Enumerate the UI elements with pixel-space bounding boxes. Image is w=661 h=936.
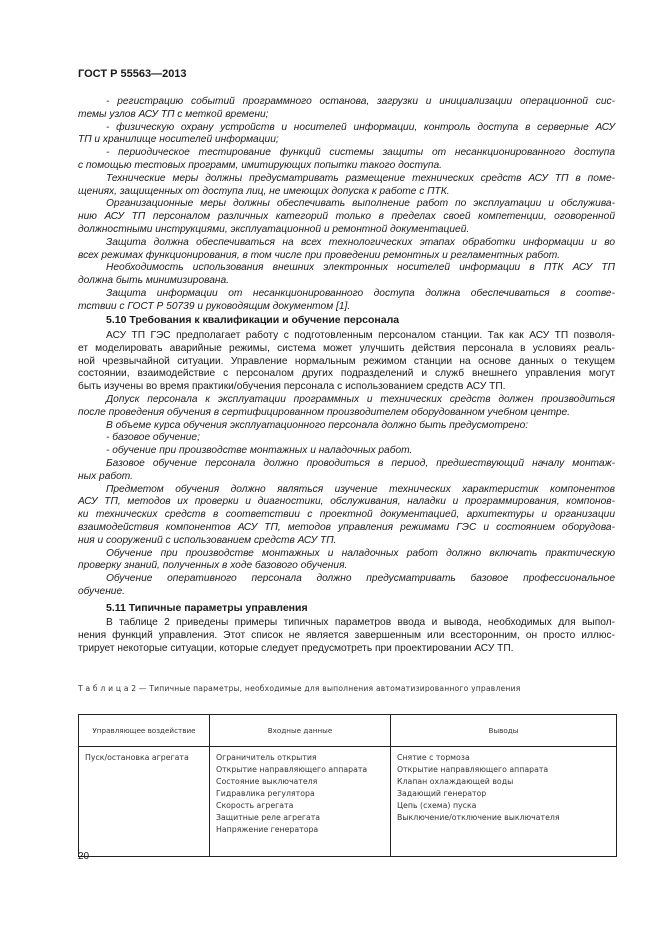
page-number: 20	[78, 851, 90, 862]
cell-item: Открытие направляющего аппарата	[216, 765, 368, 774]
document-header: ГОСТ Р 55563—2013	[78, 68, 187, 80]
text-line: тствии с ГОСТ Р 50739 и руководящим документом [1].	[78, 300, 351, 312]
text-line: Защита должна обеспечиваться на всех технологических этапах обработки информации и во	[106, 236, 615, 248]
text-line: проверку знаний, полученных в ходе базового обучения.	[78, 560, 348, 572]
section-text-security	[78, 96, 615, 314]
text-line: с помощью тестовых программ, имитирующих попытки такого доступа.	[78, 159, 442, 171]
paragraph	[78, 198, 615, 236]
cell-item: Ограничитель открытия	[216, 753, 317, 762]
paragraph	[78, 237, 615, 263]
cell-item: Напряжение генератора	[216, 825, 319, 834]
text-line: Базовое обучение персонала должно проводиться в период, предшествующий началу монтаж-	[106, 457, 615, 469]
table-cell-inputs	[210, 747, 391, 857]
text-line: ТП и хранилище носителей информации;	[78, 134, 279, 146]
text-line: всех режимах функционирования, в том числе при проведении ремонтных и регламентных работ.	[78, 249, 561, 261]
cell-item: Гидравлика регулятора	[216, 789, 315, 798]
text-line: нию АСУ ТП персоналом различных категорий только в пределах своей компетенции, оговоренной	[78, 211, 615, 223]
table-row	[79, 747, 617, 857]
paragraph	[78, 173, 615, 199]
text-line: Допуск персонала к эксплуатации программных и технических средств должен производиться	[106, 393, 615, 405]
text-line: быть изучены во время практики/обучения персонала с использованием средств АСУ ТП.	[78, 381, 506, 393]
text-line: обучение.	[78, 585, 125, 597]
text-line: состоянии, взаимодействие с персоналом других подразделений и служб внешнего управления могут	[78, 368, 615, 380]
text-line: ет моделировать аварийные режимы, система может улучшить действия персонала в условиях реаль-	[78, 342, 615, 354]
text-line: взаимодействия компонентов АСУ ТП, методов управления режимами ГЭС и состоянием оборудова-	[78, 521, 615, 533]
paragraph	[78, 617, 615, 655]
paragraph	[78, 122, 615, 148]
cell-item: Состояние выключателя	[216, 777, 318, 786]
cell-item: Снятие с тормоза	[397, 753, 470, 762]
paragraph	[78, 262, 615, 288]
paragraph	[78, 330, 615, 394]
section-text-parameters	[78, 617, 615, 655]
text-line: АСУ ТП ГЭС предполагает работу с подготовленным персоналом станции. Так как АСУ ТП позволя-	[106, 330, 615, 341]
cell-item: Открытие направляющего аппарата	[397, 765, 549, 774]
text-line: Технические меры должны предусматривать размещение технических средств АСУ ТП в поме-	[106, 172, 615, 184]
paragraph	[78, 458, 615, 484]
paragraph	[78, 147, 615, 173]
text-line: щениях, защищенных от доступа лиц, не имеющих допуска к работе с ПТК.	[78, 185, 450, 197]
cell-item: Цепь (схема) пуска	[397, 801, 477, 810]
text-line: нения функций управления. Этот список не является завершенным или всесторонним, он просто иллюс-	[78, 629, 615, 641]
cell-item: Задающий генератор	[397, 789, 487, 798]
table-header-row	[79, 715, 617, 747]
text-line: Необходимость использования внешних электронных носителей информации в ПТК АСУ ТП	[106, 262, 615, 274]
text-line: В таблице 2 приведены примеры типичных параметров ввода и вывода, необходимых для выпол-	[106, 617, 615, 628]
text-line: Предметом обучения должно являться изучение технических характеристик компонентов	[106, 483, 615, 495]
text-line: должностными инструкциями, эксплуатационной и ремонтной документацией.	[78, 223, 470, 235]
text-line: - периодическое тестирование функций системы защиты от несанкционированного доступа	[106, 147, 615, 159]
table-cell-action: Пуск/остановка агрегата	[79, 747, 210, 857]
text-line: трирует некоторые ситуации, которые следует предусмотреть при проектировании АСУ ТП.	[78, 642, 514, 654]
text-line: Обучение при производстве монтажных и наладочных работ должно включать практическую	[106, 547, 615, 559]
text-line: ния и сооружений с использованием средств АСУ ТП.	[78, 534, 337, 546]
text-line: В объеме курса обучения эксплуатационного персонала должно быть предусмотрено:	[106, 419, 529, 431]
paragraph	[78, 96, 615, 122]
paragraph	[78, 394, 615, 420]
text-line: ных работ.	[78, 470, 133, 482]
column-header: Выводы	[391, 715, 617, 747]
text-line: Обучение оперативного персонала должно предусматривать базовое профессиональное	[106, 573, 615, 585]
heading-5-10: 5.10 Требования к квалификации и обучение персонала	[106, 314, 400, 326]
column-header: Управляющее воздействие	[79, 715, 210, 747]
text-line: - обучение при производстве монтажных и наладочных работ.	[106, 445, 413, 457]
section-text-training	[78, 330, 615, 599]
text-line: АСУ ТП, методов их проверки и диагностики, обслуживания, наладки и программирования, компонов-	[78, 496, 615, 508]
paragraph	[78, 420, 615, 433]
cell-item: Клапан охлаждающей воды	[397, 777, 514, 786]
table-cell-outputs	[391, 747, 617, 857]
heading-5-11: 5.11 Типичные параметры управления	[106, 602, 308, 614]
paragraph	[78, 432, 615, 445]
text-line: Организационные меры должны обеспечивать выполнение работ по эксплуатации и обслужива-	[106, 198, 615, 210]
text-line: темы узлов АСУ ТП с меткой времени;	[78, 108, 269, 120]
text-line: ки технических средств в соответствии с проектной документацией, архитектуры и организации	[78, 509, 615, 521]
text-line: - физическую охрану устройств и носителей информации, контроль доступа в серверные АСУ	[106, 121, 615, 133]
cell-item: Выключение/отключение выключателя	[397, 813, 560, 822]
text-line: ной чрезвычайной ситуации. Управление нормальным режимом станции на основе данных о текущем	[78, 355, 615, 367]
paragraph	[78, 484, 615, 548]
column-header: Входные данные	[210, 715, 391, 747]
cell-item: Скорость агрегата	[216, 801, 294, 810]
text-line: должна быть минимизирована.	[78, 275, 229, 287]
paragraph	[78, 445, 615, 458]
paragraph	[78, 548, 615, 574]
text-line: - регистрацию событий программного останова, загрузки и инициализации операционной сис-	[106, 96, 615, 107]
parameters-table	[78, 714, 617, 857]
text-line: после проведения обучения в сертифицированном производителем оборудованном учебном центре.	[78, 406, 570, 418]
table-caption: Т а б л и ц а 2 — Типичные параметры, необходимые для выполнения автоматизированного управления	[78, 684, 521, 693]
cell-item: Защитные реле агрегата	[216, 813, 321, 822]
paragraph	[78, 288, 615, 314]
text-line: Защита информации от несанкционированного доступа должна обеспечиваться в соотве-	[106, 287, 615, 299]
text-line: - базовое обучение;	[106, 432, 200, 444]
paragraph	[78, 573, 615, 599]
